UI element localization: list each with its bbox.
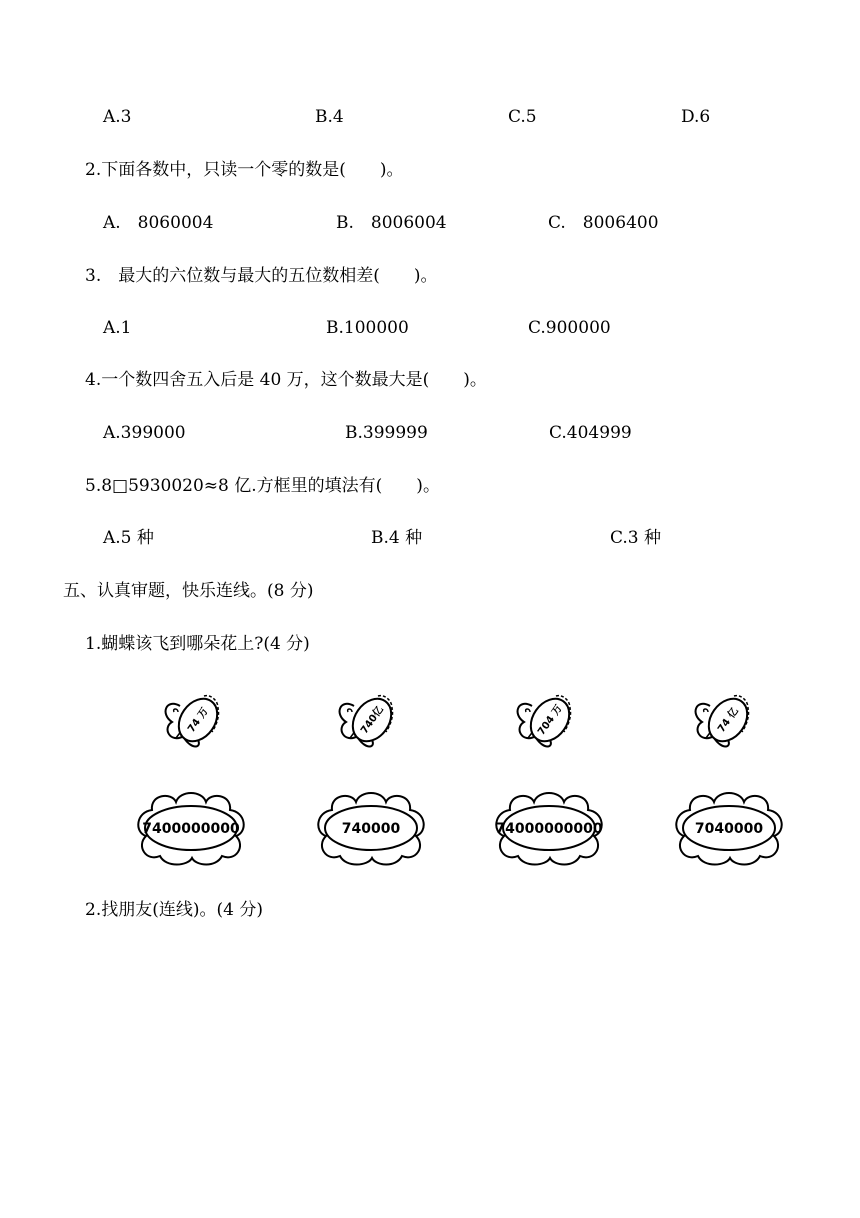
flower-label: 740000 — [341, 821, 401, 837]
part1-stem: 1.蝴蝶该飞到哪朵花上?(4 分) — [85, 634, 310, 654]
flower-label: 7040000 — [694, 821, 764, 837]
q5-stem: 5.8□5930020≈8 亿.方框里的填法有( )。 — [85, 476, 440, 496]
flower-label: 7400000000 — [142, 821, 240, 837]
q2-option-c: C. 8006400 — [548, 213, 659, 233]
butterfly-4[interactable] — [688, 688, 754, 756]
q3-option-a: A.1 — [103, 318, 132, 338]
q5-option-a: A.5 种 — [103, 528, 154, 548]
butterfly-label: 74 亿 — [716, 705, 741, 735]
q1-option-a: A.3 — [103, 107, 132, 127]
flower-4[interactable] — [670, 788, 788, 866]
part2-stem: 2.找朋友(连线)。(4 分) — [85, 900, 263, 920]
q5-option-c: C.3 种 — [610, 528, 662, 548]
q4-option-c: C.404999 — [549, 423, 632, 443]
q2-stem: 2.下面各数中，只读一个零的数是( )。 — [85, 160, 404, 180]
butterfly-2[interactable] — [332, 688, 398, 756]
q1-option-d: D.6 — [681, 107, 711, 127]
butterfly-label: 74 万 — [186, 705, 211, 735]
q2-option-a: A. 8060004 — [103, 213, 214, 233]
q4-stem: 4.一个数四舍五入后是 40 万，这个数最大是( )。 — [85, 370, 487, 390]
butterfly-1[interactable] — [158, 688, 224, 756]
q1-option-c: C.5 — [508, 107, 537, 127]
q4-option-a: A.399000 — [103, 423, 186, 443]
section-heading: 五、认真审题，快乐连线。(8 分) — [63, 581, 314, 601]
q4-option-b: B.399999 — [345, 423, 428, 443]
flower-2[interactable] — [312, 788, 430, 866]
flower-1[interactable] — [132, 788, 250, 866]
q3-option-b: B.100000 — [326, 318, 409, 338]
q5-option-b: B.4 种 — [371, 528, 423, 548]
q3-option-c: C.900000 — [528, 318, 611, 338]
butterfly-label: 740亿 — [359, 704, 386, 737]
q3-stem: 3. 最大的六位数与最大的五位数相差( )。 — [85, 266, 438, 286]
butterfly-label: 704 万 — [536, 703, 565, 738]
flower-3[interactable] — [490, 788, 608, 866]
q1-option-b: B.4 — [315, 107, 344, 127]
butterfly-3[interactable] — [510, 688, 576, 756]
flower-label: 74000000000 — [495, 821, 603, 837]
q2-option-b: B. 8006004 — [336, 213, 447, 233]
